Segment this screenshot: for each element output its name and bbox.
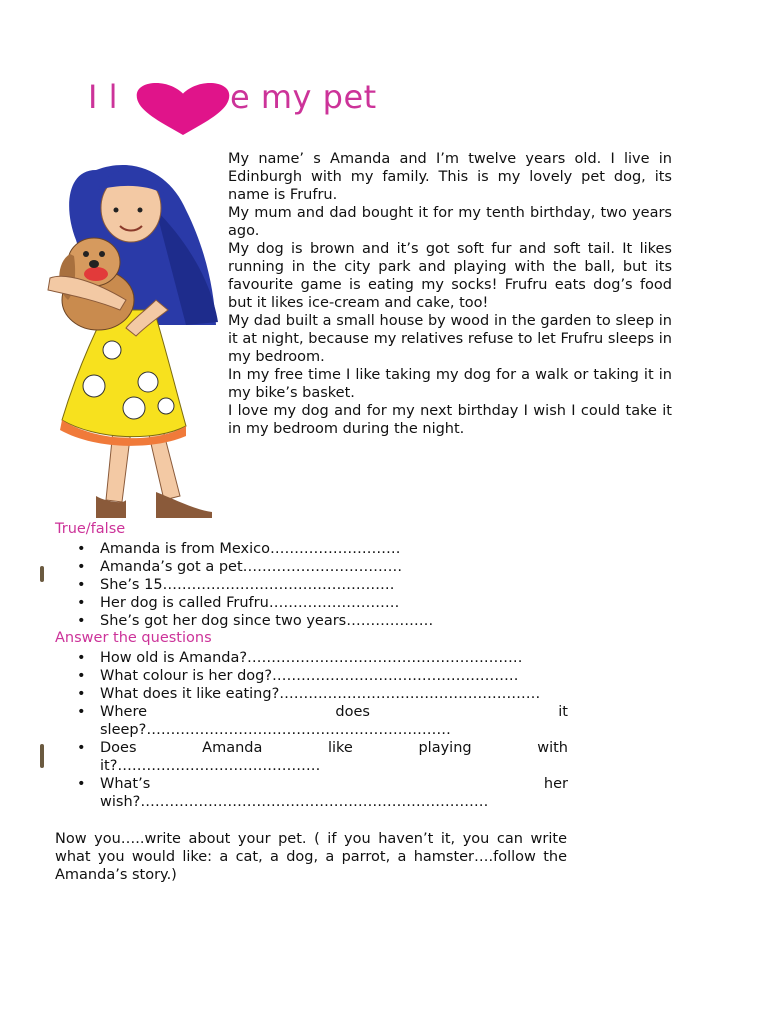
bullet-icon: • <box>77 668 86 684</box>
list-item: • What’s her wish?……………………………………………………………… <box>77 776 568 810</box>
bullet-icon: • <box>77 740 86 756</box>
bullet-icon: • <box>77 650 86 666</box>
bullet-icon: • <box>77 595 86 611</box>
page-title <box>88 78 377 116</box>
title-word-2: e my pet <box>230 78 377 116</box>
bullet-icon: • <box>77 577 86 593</box>
list-item: • She’s got her dog since two years……………… <box>77 613 434 629</box>
bullet-icon: • <box>77 613 86 629</box>
list-item: • How old is Amanda?………………………………………………… <box>77 650 523 666</box>
true-false-heading: True/false <box>55 521 126 537</box>
story-paragraph: In my free time I like taking my dog for a walk or taking it in my bike’s basket. <box>228 367 672 401</box>
title-word-1: I l <box>88 78 118 116</box>
story-paragraph: My mum and dad bought it for my tenth birthday, two years ago. <box>228 205 672 239</box>
list-item: • What colour is her dog?…………………………………………… <box>77 668 519 684</box>
page-edge-mark <box>40 566 44 582</box>
bullet-icon: • <box>77 686 86 702</box>
page-edge-mark <box>40 744 44 768</box>
list-item: • Where does it sleep?……………………………………………………… <box>77 704 568 738</box>
bullet-icon: • <box>77 541 86 557</box>
bullet-icon: • <box>77 776 86 792</box>
questions-heading: Answer the questions <box>55 630 212 646</box>
story-paragraph: My dog is brown and it’s got soft fur and soft tail. It likes running in the city park and playing with the ball, but its favourite game is eating my socks! Frufru eats dog’s food but it likes ice-cream and cake, too! <box>228 241 672 311</box>
list-item: • Does Amanda like playing with it?…………………………………… <box>77 740 568 774</box>
story-paragraph: I love my dog and for my next birthday I wish I could take it in my bedroom during the night. <box>228 403 672 437</box>
questions-list <box>77 649 568 811</box>
writing-prompt: Now you…..write about your pet. ( if you haven’t it, you can write what you would like: a cat, a dog, a parrot, a hamster….follow the Amanda’s story.) <box>55 831 567 883</box>
list-item: • Amanda is from Mexico……………………… <box>77 541 401 557</box>
story-paragraph: My name’ s Amanda and I’m twelve years old. I live in Edinburgh with my family. This is my lovely pet dog, its name is Frufru. <box>228 151 672 203</box>
bullet-icon: • <box>77 559 86 575</box>
true-false-list <box>77 540 568 630</box>
girl-with-dog-illustration <box>36 150 226 518</box>
list-item: • What does it like eating?……………………………………………… <box>77 686 541 702</box>
list-item: • Amanda’s got a pet…………………………… <box>77 559 403 575</box>
heart-icon <box>134 82 232 136</box>
bullet-icon: • <box>77 704 86 720</box>
story-text <box>228 150 672 438</box>
story-paragraph: My dad built a small house by wood in the garden to sleep in it at night, because my relatives refuse to let Frufru sleeps in my bedroom. <box>228 313 672 365</box>
list-item: • Her dog is called Frufru……………………… <box>77 595 400 611</box>
list-item: • She’s 15………………………………………… <box>77 577 395 593</box>
